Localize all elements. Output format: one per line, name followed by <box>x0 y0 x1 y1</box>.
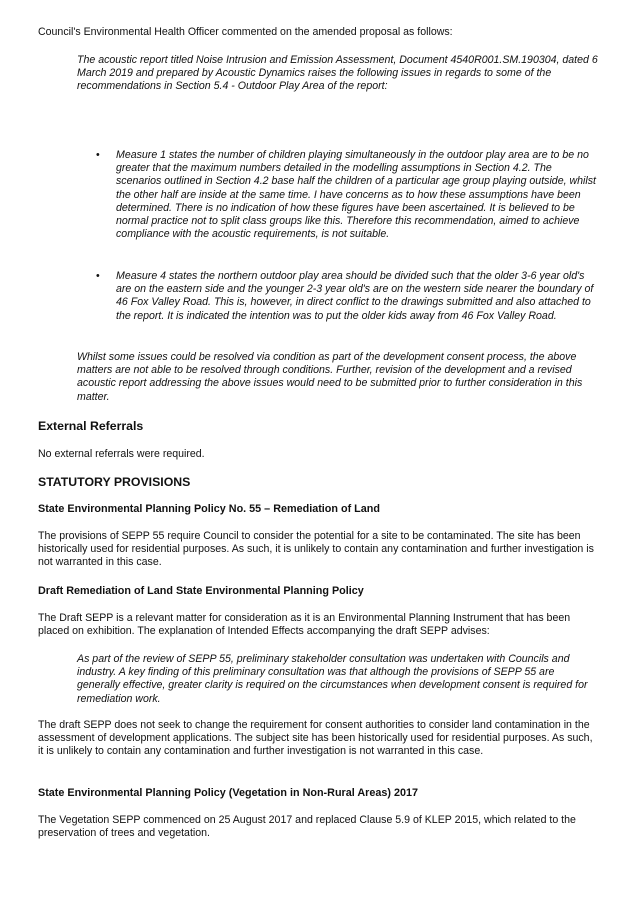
vegetation-sepp-heading: State Environmental Planning Policy (Vegetation in Non-Rural Areas) 2017 <box>38 787 418 799</box>
intro-paragraph: Council's Environmental Health Officer commented on the amended proposal as follows: <box>38 26 453 38</box>
bullet-text: Measure 4 states the northern outdoor play area should be divided such that the older 3-6 year old's are on the eastern side and the younger 2-3 year old's are on the western side nearer the boundary of 46 Fox Valley Road. This is, however, in direct conflict to the drawings submitted and also attached to the report. It is indicated the intention was to put the older kids away from 46 Fox Valley Road. <box>116 270 594 322</box>
bullet-item-measure-1 <box>38 149 600 241</box>
quote-intro-paragraph: The acoustic report titled Noise Intrusion and Emission Assessment, Document 4540R001.SM.190304, dated 6 March 2019 and prepared by Acoustic Dynamics raises the following issues in regards to some of the recommendations in Section 5.4 - Outdoor Play Area of the report: <box>77 54 598 93</box>
external-referrals-text: No external referrals were required. <box>38 448 205 460</box>
bullet-marker: • <box>96 149 100 161</box>
statutory-provisions-heading: STATUTORY PROVISIONS <box>38 475 191 489</box>
draft-sepp-quote: As part of the review of SEPP 55, preliminary stakeholder consultation was undertaken with Councils and industry. A key finding of this preliminary consultation was that although the provisions of SEPP 55 are generally effective, greater clarity is required on the circumstances when development consent is required for remediation work. <box>77 653 588 705</box>
sepp55-paragraph: The provisions of SEPP 55 require Council to consider the potential for a site to be contaminated. The site has been historically used for residential purposes. As such, it is unlikely to contain any contamination and further investigation is not warranted in this case. <box>38 530 594 569</box>
draft-sepp-paragraph-2: The draft SEPP does not seek to change the requirement for consent authorities to consider land contamination in the assessment of development applications. The subject site has been historically used for residential purposes. As such, it is unlikely to contain any contamination and further investigation is not warranted in this case. <box>38 719 593 758</box>
vegetation-sepp-paragraph: The Vegetation SEPP commenced on 25 August 2017 and replaced Clause 5.9 of KLEP 2015, which related to the preservation of trees and vegetation. <box>38 814 576 840</box>
bullet-item-measure-4 <box>38 270 600 323</box>
bullet-text: Measure 1 states the number of children playing simultaneously in the outdoor play area are to be no greater that the maximum numbers detailed in the modelling assumptions in Section 4.2. The scenarios outlined in Section 4.2 base half the children of a particular age group playing outside, whilst the other half are inside at the same time. I have concerns as to how these assumptions have been determined. There is no indication of how these figures have been ascertained. It is believed to be normal practice not to split class groups like this. Therefore this recommendation, aimed to achieve compliance with the acoustic requirements, is not suitable. <box>116 149 596 241</box>
draft-sepp-heading: Draft Remediation of Land State Environmental Planning Policy <box>38 585 364 597</box>
issues-bullet-list <box>38 149 600 241</box>
bullet-marker: • <box>96 270 100 282</box>
quote-outro-paragraph: Whilst some issues could be resolved via condition as part of the development consent process, the above matters are not able to be resolved through conditions. Further, revision of the development and a revised acoustic report addressing the above issues would need to be submitted prior to further consideration in this matter. <box>77 351 583 403</box>
external-referrals-heading: External Referrals <box>38 419 144 433</box>
issues-bullet-list-2 <box>38 270 600 323</box>
sepp55-heading: State Environmental Planning Policy No. 55 – Remediation of Land <box>38 503 380 515</box>
draft-sepp-paragraph: The Draft SEPP is a relevant matter for consideration as it is an Environmental Planning Instrument that has been placed on exhibition. The explanation of Intended Effects accompanying the draft SEPP advises: <box>38 612 571 638</box>
